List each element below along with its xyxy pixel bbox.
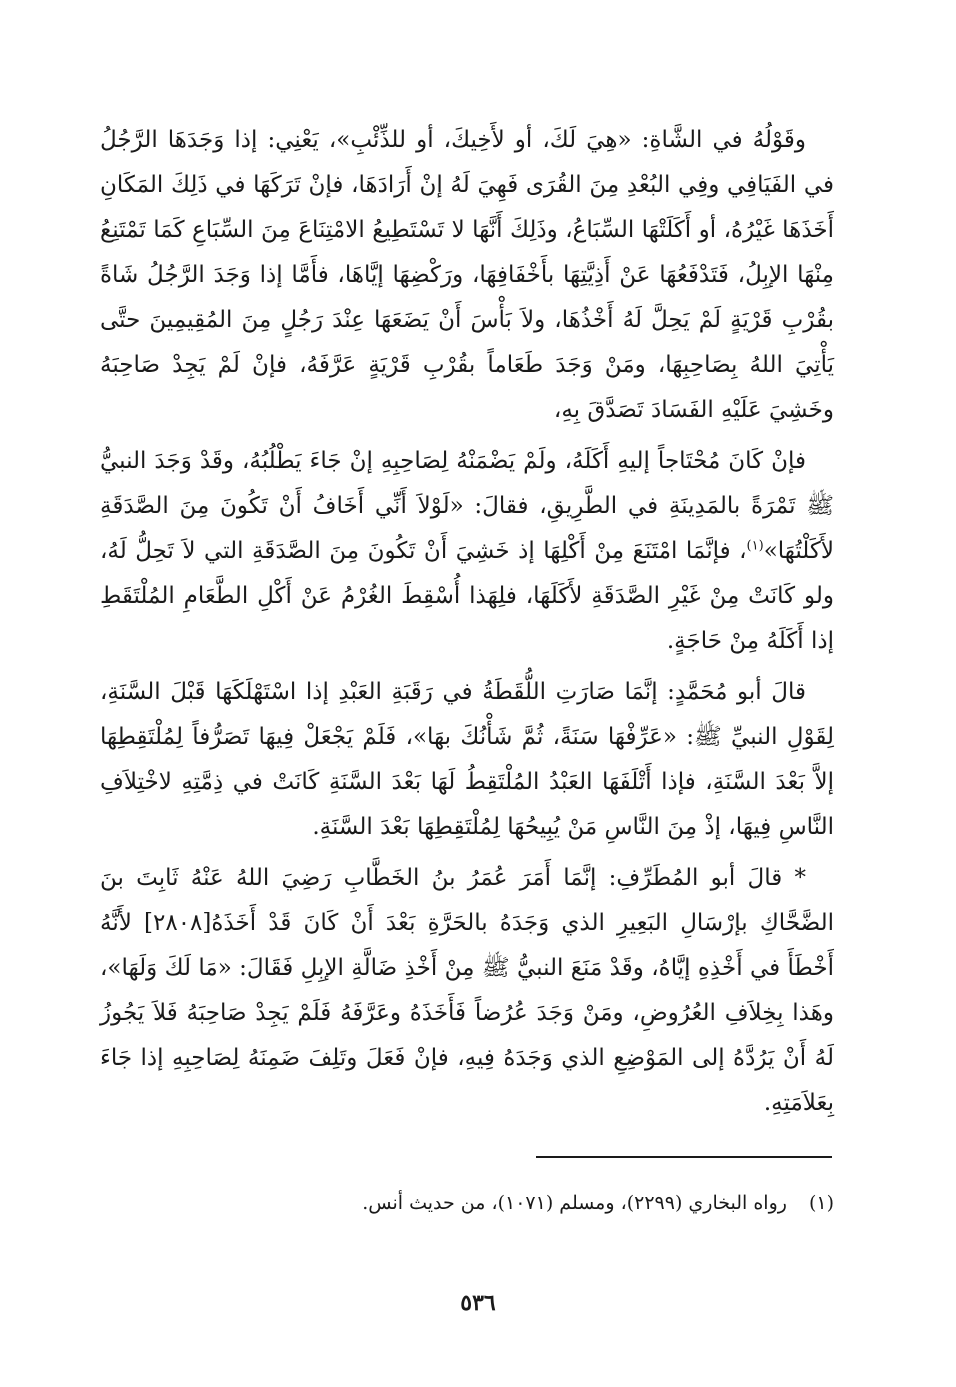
paragraph-4-text: * قالَ أبو المُطَرِّفِ: إنَّمَا أَمَرَ عُمَرُ بنُ الخَطَّابِ رَضِيَ اللهُ عَنْهُ ثَابِتَ بنَ الضَّحَّاكِ بإرْسَالِ البَعِيرِ الذي وَجَدَهُ بالحَرَّةِ بَعْدَ أَنْ كَانَ قَدْ أَخَذَهُ[٢٨٠٨] لأَنَّهُ أَخْطَأَ في أَخْذِهِ إيَّاهُ، وقَدْ مَنَعَ النبيُّ ﷺ مِنْ أَخْذِ ضَالَّةِ الإبِلِ فَقَالَ: «مَا لَكَ وَلَهَا»، وهَذا بِخِلاَفِ العُرُوضِ، ومَنْ وَجَدَ عُرُضاً فَأَخَذَهُ وعَرَّفَهُ فَلَمْ يَجِدْ صَاحِبَهُ فَلاَ يَجُوزُ لَهُ أَنْ يَرُدَّهُ إلى المَوْضِعِ الذي وَجَدَهُ فِيهِ، فإنْ فَعَلَ وتَلِفَ ضَمِنَهُ لِصَاحِبِهِ إذا جَاءَ بِعَلاَمَتِهِ. (100, 865, 835, 1116)
paragraph-1 (100, 118, 834, 433)
paragraph-2 (100, 439, 834, 664)
footnote-divider (536, 1156, 832, 1158)
page-number: ٥٣٦ (460, 1290, 496, 1316)
footnote-text: رواه البخاري (٢٢٩٩)، ومسلم (١٠٧١)، من حديث أنس. (362, 1192, 787, 1214)
page-body (100, 118, 834, 1126)
paragraph-3-text: قالَ أبو مُحَمَّدٍ: إنَّمَا صَارَتِ اللُّقَطَةُ في رَقَبَةِ العَبْدِ إذا اسْتَهْلَكَهَا قَبْلَ السَّنَةِ، لِقَوْلِ النبيِّ ﷺ: «عَرِّفْهَا سَنَةً، ثُمَّ شَأْنُكَ بهَا»، فَلَمْ يَجْعَلْ فِيهَا تَصَرُّفاً لِمُلْتَقِطِهَا إلاَّ بَعْدَ السَّنَةِ، فإذا أَتْلَفَهَا العَبْدُ المُلْتَقِطُ لَهَا بَعْدَ السَّنَةِ كَانَتْ في ذِمَّتِهِ لاخْتِلاَفِ النَّاسِ فِيهَا، إذْ مِنَ النَّاسِ مَنْ يُبِيحُهَا لِمُلْتَقِطِهَا بَعْدَ السَّنَةِ. (100, 679, 834, 840)
paragraph-2-text: فإنْ كَانَ مُحْتَاجاً إليهِ أَكَلَهُ، ولَمْ يَضْمَنْهُ لِصَاحِبِهِ إنْ جَاءَ يَطْلُبُهُ، وقَدْ وَجَدَ النبيُّ ﷺ تَمْرَةً بالمَدِينَةِ في الطَّرِيقِ، فقالَ: «لَوْلاَ أَنِّي أَخَافُ أَنْ تَكُونَ مِنَ الصَّدَقَةِ لأَكَلْتُهَا» (100, 448, 834, 564)
footnote-reference[interactable]: (١) (746, 538, 764, 554)
footnote (134, 1188, 834, 1218)
paragraph-3 (100, 670, 834, 850)
paragraph-1-text: وقَوْلُهُ في الشَّاةِ: «هِيَ لَكَ، أو لأَخِيكَ، أو للذِّئْبِ»، يَعْنِي: إذا وَجَدَهَا الرَّجُلُ في الفَيَافِي وفِي البُعْدِ مِنَ القُرَى فَهِيَ لَهُ إنْ أَرَادَهَا، فإنْ تَرَكَهَا في ذَلِكَ المَكَانِ أَخَذَهَا غَيْرُهُ، أو أَكَلَتْهَا السِّبَاعُ، وذَلِكَ أَنَّهَا لا تَسْتَطِيعُ الامْتِنَاعَ مِنَ السِّبَاعِ كَمَا تَمْتَنِعُ مِنْهَا الإبِلُ، فَتَدْفَعُهَا عَنْ أَذِيَّتِهَا بأَخْفَافِهَا، ورَكْضِهَا إيَّاهَا، فأَمَّا إذا وَجَدَ الرَّجُلُ شَاةً بقُرْبِ قَرْيَةٍ لَمْ يَحِلَّ لَهُ أَخْذُهَا، ولاَ بَأْسَ أَنْ يَضَعَهَا عِنْدَ رَجُلٍ مِنَ المُقِيمِينَ حتَّى يَأْتِيَ اللهُ بِصَاحِبِهَا، ومَنْ وَجَدَ طَعَاماً بقُرْبِ قَرْيَةٍ عَرَّفَهُ، فإنْ لَمْ يَجِدْ صَاحِبَهُ وخَشِيَ عَلَيْهِ الفَسَادَ تَصَدَّقَ بِهِ، (100, 127, 835, 423)
paragraph-4 (100, 856, 834, 1126)
paragraph-2-text-after: ، فإنَّمَا امْتَنَعَ مِنْ أَكْلِهَا إذ خَشِيَ أَنْ تَكُونَ مِنَ الصَّدَقَةِ التي لاَ تَحِلُّ لَهُ، ولو كَانَتْ مِنْ غَيْرِ الصَّدَقَةِ لأَكَلَهَا، فلِهَذا أُسْقِطَ الغُرْمُ عَنْ أَكْلِ الطَّعَامِ المُلْتَقَطِ إذا أَكَلَهُ مِنْ حَاجَةٍ. (100, 538, 834, 654)
footnote-number: (١) (808, 1192, 834, 1214)
